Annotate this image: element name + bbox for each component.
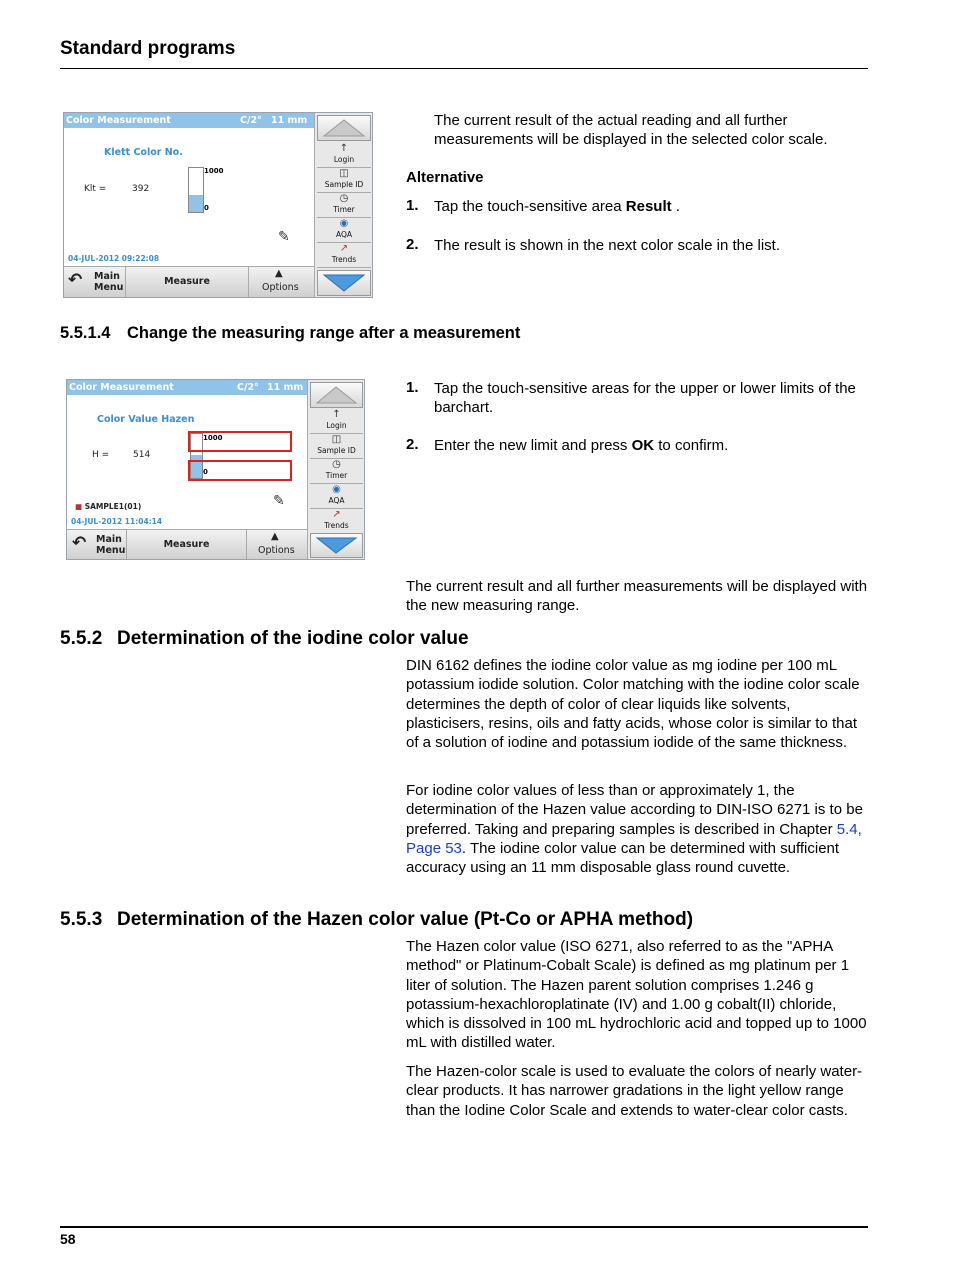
scroll-up-button[interactable] — [310, 382, 363, 408]
side-sample-id-button[interactable] — [317, 168, 371, 193]
section-number: 5.5.3 — [60, 909, 103, 930]
status-cell: 11 mm o — [271, 115, 308, 141]
status-temp: C/2° — [240, 115, 262, 126]
step-text-pre: Tap the touch-sensitive area — [434, 198, 626, 215]
result-value[interactable]: 514 — [133, 450, 151, 460]
step-text-pre: Enter the new limit and press — [434, 437, 632, 454]
alternative-step-1 — [406, 197, 866, 217]
alternative-step-2 — [406, 236, 866, 256]
hazen-paragraph-1: The Hazen color value (ISO 6271, also referred to as the "APHA method" or Platinum-Cobalt Scale) is defined as mg platinum per 1 liter of solution. The Hazen parent solution comprises 1.246 g potassium-hexachloroplatinate (IV) and 1.00 g cobalt(II) chloride, which is dissolved in 100 mL hydrochloric acid and topped up to 1000 mL with distilled water. — [406, 938, 867, 1052]
section-552-heading — [60, 628, 469, 650]
side-login-label: Login — [326, 421, 347, 430]
aqa-icon: ◉ — [332, 484, 341, 495]
footer-rule — [60, 1226, 868, 1228]
page-number: 58 — [60, 1231, 76, 1247]
section-title: Determination of the Hazen color value (Pt-Co or APHA method) — [117, 909, 694, 930]
screen-title-bar — [64, 113, 314, 141]
scale-label: Color Value Hazen — [97, 414, 195, 425]
side-timer-label: Timer — [325, 471, 348, 480]
result-label: H = — [92, 450, 110, 460]
chapter-link[interactable]: 5.4, Page 53 — [406, 820, 862, 857]
side-trends-button[interactable] — [310, 509, 363, 534]
side-trends-label: Trends — [331, 255, 357, 264]
section-title: Determination of the iodine color value — [117, 628, 469, 649]
sample-id: SAMPLE1(01) — [84, 502, 142, 511]
timestamp: 04-JUL-2012 11:04:14 — [71, 517, 163, 526]
alternative-heading: Alternative — [406, 169, 484, 186]
timestamp: 04-JUL-2012 09:22:08 — [68, 254, 160, 263]
side-panel — [314, 113, 373, 297]
range-outro-text: The current result and all further measurements will be displayed with the new measuring range. — [406, 578, 868, 615]
step-text-bold: OK — [631, 437, 655, 454]
measure-label: Measure — [164, 276, 210, 287]
options-button[interactable] — [249, 267, 314, 297]
main-menu-button[interactable] — [67, 530, 127, 560]
step-text-post: . — [671, 198, 680, 215]
result-barchart[interactable] — [188, 167, 204, 213]
side-aqa-label: AQA — [328, 496, 345, 505]
side-login-button[interactable] — [310, 409, 363, 434]
edit-icon[interactable]: ✎ — [278, 229, 290, 245]
result-value[interactable]: 392 — [132, 184, 150, 194]
bar-upper-limit[interactable]: 1000 — [203, 434, 223, 442]
step-number: 1. — [406, 197, 419, 214]
status-cell: 11 mm o — [267, 382, 304, 408]
step-number: 1. — [406, 379, 419, 396]
page-header-title: Standard programs — [60, 38, 236, 59]
screen-title-bar — [67, 380, 307, 408]
main-menu-label-1: Main — [94, 271, 120, 282]
scroll-down-button[interactable] — [310, 533, 363, 558]
sample-icon: ■ — [75, 502, 83, 511]
main-menu-button[interactable] — [64, 267, 126, 297]
side-panel — [307, 380, 365, 559]
options-button[interactable] — [247, 530, 307, 560]
timer-icon: ◷ — [332, 459, 341, 470]
side-aqa-button[interactable] — [317, 218, 371, 243]
side-trends-label: Trends — [324, 521, 349, 530]
side-sample-id-label: Sample ID — [317, 446, 356, 455]
login-icon: ↑ — [332, 409, 341, 420]
result-label: Klt = — [84, 184, 107, 194]
hazen-paragraph-2: The Hazen-color scale is used to evaluate the colors of nearly water-clear products. It has narrower gradations in the light yellow range than the Iodine Color Scale and extends to water-clear color casts. — [406, 1063, 863, 1119]
options-up-icon: ▲ — [275, 268, 283, 279]
step-text-bold: Result — [625, 198, 672, 215]
chevron-up-icon — [318, 116, 370, 140]
side-timer-label: Timer — [333, 205, 355, 214]
side-login-label: Login — [333, 155, 355, 164]
iodine-paragraph-2-pre: For iodine color values of less than or approximately 1, the determination of the Hazen value according to DIN-ISO 6271 is to be preferred. Taking and preparing samples is described in Chapter — [406, 782, 863, 838]
aqa-icon: ◉ — [339, 218, 349, 229]
side-aqa-button[interactable] — [310, 484, 363, 509]
options-up-icon: ▲ — [271, 531, 279, 542]
chevron-up-icon — [311, 383, 362, 407]
section-number: 5.5.2 — [60, 628, 103, 649]
sample-id-icon: ◫ — [331, 434, 342, 445]
trends-icon: ↗ — [339, 243, 349, 254]
step-text: Tap the touch-sensitive areas for the upper or lower limits of the barchart. — [434, 380, 856, 417]
side-sample-id-button[interactable] — [310, 434, 363, 459]
instrument-screen-2 — [66, 379, 365, 560]
main-menu-label-2: Menu — [94, 282, 124, 293]
section-5514-heading — [60, 324, 520, 343]
bar-lower-limit[interactable]: 0 — [203, 468, 208, 476]
options-label: Options — [262, 282, 299, 293]
scroll-down-button[interactable] — [317, 270, 371, 296]
step-text: The result is shown in the next color scale in the list. — [434, 237, 780, 254]
section-number: 5.5.1.4 — [60, 324, 111, 342]
header-rule — [60, 68, 868, 69]
iodine-paragraph-2-post: . The iodine color value can be determined with sufficient accuracy using an 11 mm disposable glass round cuvette. — [406, 839, 840, 877]
step-number: 2. — [406, 436, 419, 453]
side-timer-button[interactable] — [317, 193, 371, 218]
edit-icon[interactable]: ✎ — [273, 493, 285, 509]
step-text — [434, 197, 680, 216]
screen-title: Color Measurement — [66, 115, 171, 126]
status-temp: C/2° — [237, 382, 259, 393]
barchart-fill — [189, 195, 203, 212]
measure-button[interactable] — [127, 530, 247, 560]
back-arrow-icon: ↶ — [68, 270, 83, 290]
options-label: Options — [258, 545, 295, 556]
chevron-down-icon — [318, 271, 370, 295]
timer-icon: ◷ — [339, 193, 349, 204]
bottom-toolbar — [67, 529, 307, 560]
sample-row — [75, 502, 141, 511]
bar-upper-limit[interactable]: 1000 — [204, 167, 224, 175]
measure-label: Measure — [163, 539, 210, 550]
side-trends-button[interactable] — [317, 243, 371, 268]
bottom-toolbar — [64, 266, 314, 297]
login-icon: ↑ — [339, 143, 349, 154]
main-menu-label-2: Menu — [96, 545, 126, 556]
bar-lower-limit[interactable]: 0 — [204, 204, 209, 212]
range-step-2 — [406, 436, 866, 456]
range-step-1 — [406, 379, 866, 419]
screen-title: Color Measurement — [69, 382, 174, 393]
step-number: 2. — [406, 236, 419, 253]
iodine-paragraph-2 — [406, 781, 868, 877]
step-text — [434, 436, 728, 455]
side-timer-button[interactable] — [310, 459, 363, 484]
measure-button[interactable] — [126, 267, 249, 297]
section-553-heading — [60, 909, 693, 931]
scale-label: Klett Color No. — [104, 147, 183, 158]
scroll-up-button[interactable] — [317, 115, 371, 141]
sample-id-icon: ◫ — [339, 168, 349, 179]
result-intro-text: The current result of the actual reading and all further measurements will be displayed in the selected color scale. — [434, 112, 828, 149]
main-menu-label-1: Main — [96, 534, 122, 545]
chevron-down-icon — [311, 534, 362, 557]
iodine-paragraph-1: DIN 6162 defines the iodine color value as mg iodine per 100 mL potassium iodide solution. Color matching with the iodine color scale determines the depth of color of clear liquids like solvents, plasticisers, resins, oils and fatty acids, whose color is similar to that of a solution of iodine and potassium iodide of the same thickness. — [406, 657, 860, 752]
side-sample-id-label: Sample ID — [324, 180, 364, 189]
side-login-button[interactable] — [317, 143, 371, 168]
trends-icon: ↗ — [332, 509, 341, 520]
step-text-post: to confirm. — [654, 437, 729, 454]
back-arrow-icon: ↶ — [72, 533, 87, 553]
section-title: Change the measuring range after a measurement — [127, 324, 521, 342]
side-aqa-label: AQA — [335, 230, 353, 239]
instrument-screen-1 — [63, 112, 373, 298]
